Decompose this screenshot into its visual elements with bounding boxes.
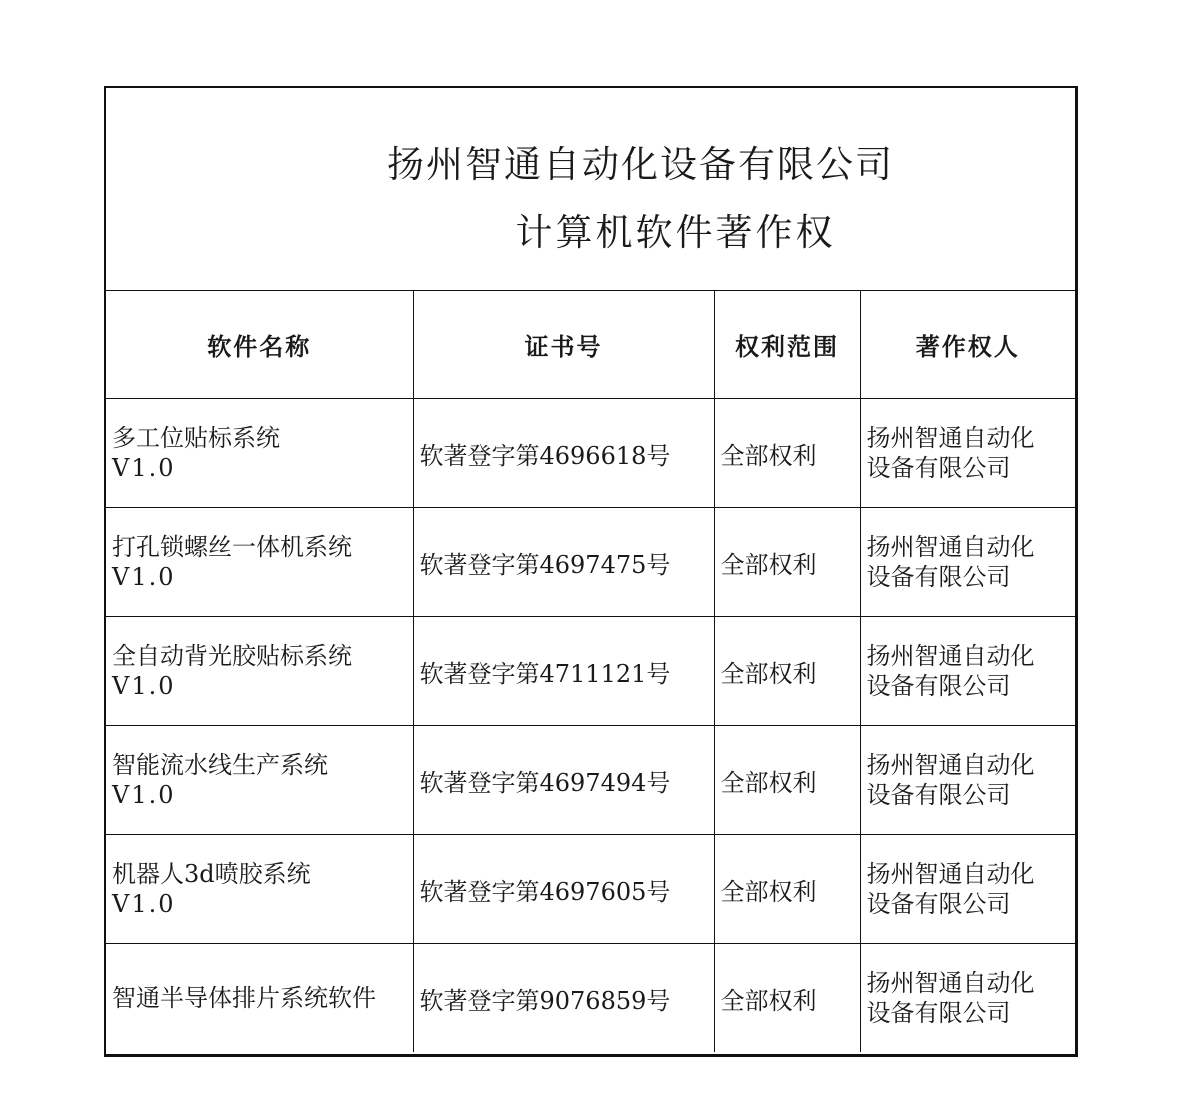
table-row	[106, 399, 1075, 508]
certificate-number: 软著登字第4697605号	[413, 835, 714, 944]
software-name: 全自动背光胶贴标系统	[112, 642, 352, 670]
copyright-owner: 扬州智通自动化 设备有限公司	[860, 944, 1075, 1053]
software-name: 多工位贴标系统	[112, 424, 280, 452]
header-copyright-owner: 著作权人	[860, 290, 1075, 399]
software-name: 智能流水线生产系统	[112, 751, 328, 779]
table-row	[106, 726, 1075, 835]
software-name-cell	[106, 508, 413, 617]
certificate-number: 软著登字第4697494号	[413, 726, 714, 835]
table-row	[106, 508, 1075, 617]
document-subtitle: 计算机软件著作权	[515, 211, 836, 254]
copyright-owner: 扬州智通自动化 设备有限公司	[860, 726, 1075, 835]
rights-scope: 全部权利	[714, 835, 860, 944]
header-certificate-number: 证书号	[413, 290, 714, 399]
software-name-cell	[106, 835, 413, 944]
software-name-cell	[106, 399, 413, 508]
table-row	[106, 944, 1075, 1053]
software-version: V1.0	[112, 890, 176, 918]
header-rights-scope: 权利范围	[714, 290, 860, 399]
rights-scope: 全部权利	[714, 617, 860, 726]
rights-scope: 全部权利	[714, 508, 860, 617]
rights-scope: 全部权利	[714, 399, 860, 508]
certificate-number: 软著登字第4711121号	[413, 617, 714, 726]
software-version: V1.0	[112, 563, 176, 591]
header-software-name: 软件名称	[106, 290, 413, 399]
copyright-owner: 扬州智通自动化 设备有限公司	[860, 399, 1075, 508]
software-version: V1.0	[112, 672, 176, 700]
rights-scope: 全部权利	[714, 726, 860, 835]
copyright-document	[104, 86, 1078, 1057]
table-header-row	[106, 290, 1075, 399]
table-row	[106, 617, 1075, 726]
certificate-number: 软著登字第9076859号	[413, 944, 714, 1053]
rights-scope: 全部权利	[714, 944, 860, 1053]
copyright-owner: 扬州智通自动化 设备有限公司	[860, 835, 1075, 944]
title-block	[106, 88, 1075, 291]
software-name: 打孔锁螺丝一体机系统	[112, 533, 352, 561]
certificate-number: 软著登字第4696618号	[413, 399, 714, 508]
software-version: V1.0	[112, 454, 176, 482]
copyright-table	[106, 290, 1075, 1052]
software-name-cell	[106, 617, 413, 726]
certificate-number: 软著登字第4697475号	[413, 508, 714, 617]
table-row	[106, 835, 1075, 944]
copyright-owner: 扬州智通自动化 设备有限公司	[860, 617, 1075, 726]
software-name: 智通半导体排片系统软件	[112, 984, 376, 1012]
company-title: 扬州智通自动化设备有限公司	[387, 143, 894, 186]
software-version: V1.0	[112, 781, 176, 809]
copyright-owner: 扬州智通自动化 设备有限公司	[860, 508, 1075, 617]
software-name-cell	[106, 726, 413, 835]
software-name-cell	[106, 944, 413, 1053]
software-name: 机器人3d喷胶系统	[112, 860, 311, 888]
